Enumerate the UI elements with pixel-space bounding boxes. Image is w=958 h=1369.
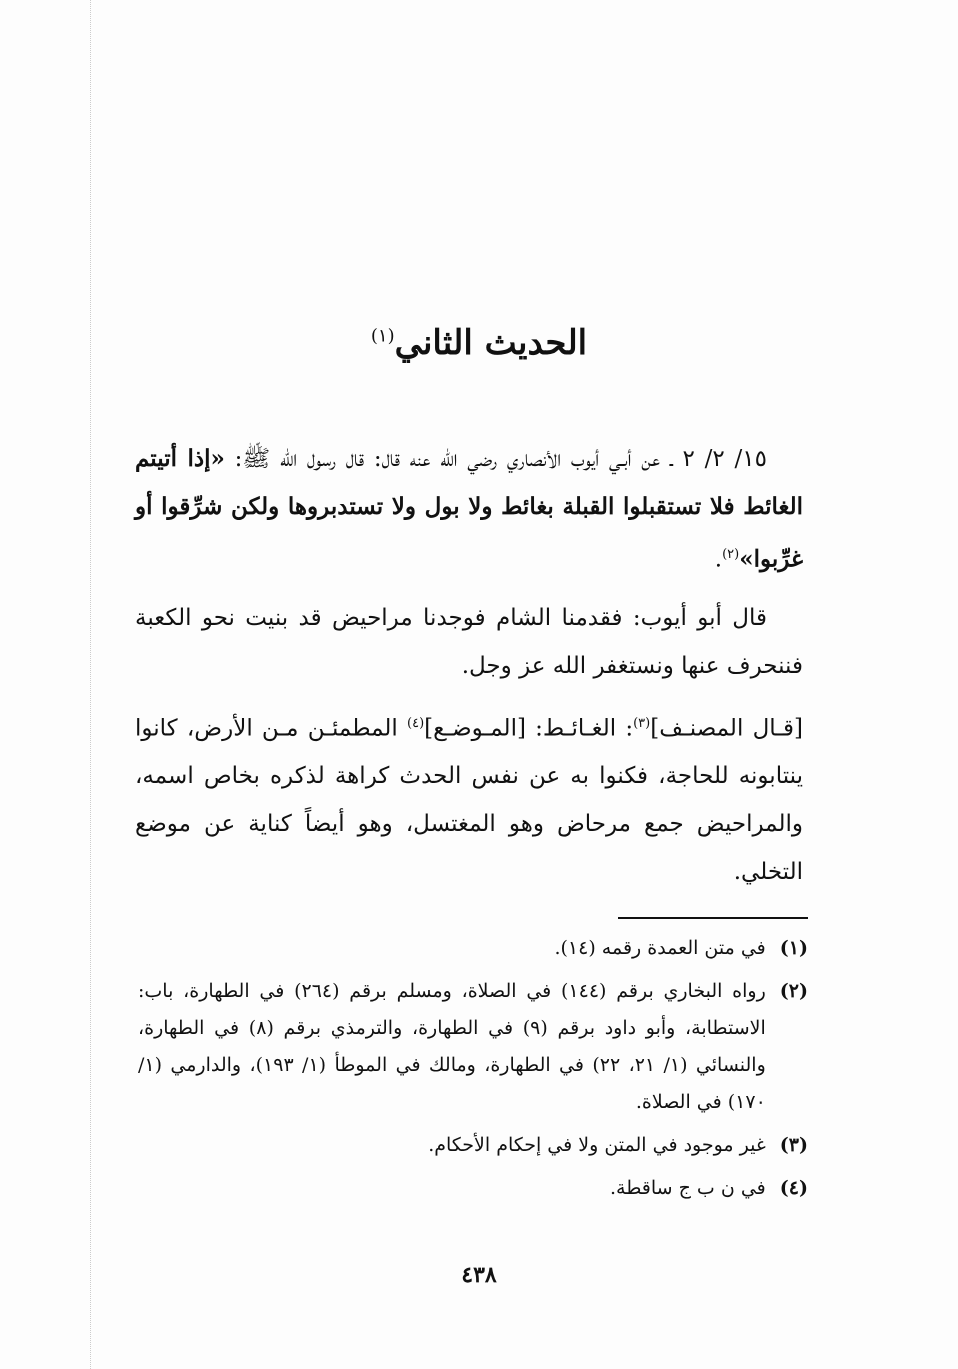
footnote-item — [138, 973, 808, 1121]
commentary-lead: [قـال المصنـف] — [650, 715, 803, 742]
footnote-number: (٢) — [779, 980, 808, 1002]
footnote-item — [138, 1127, 808, 1164]
footnote-divider — [618, 917, 808, 919]
hadith-note-ref: (٢) — [722, 547, 740, 562]
hadith-intro: ١٥/ ٢/ ٢ ـ عن أبـي أيوب الأنصاري رضي الله عنه قال: قال رسول الله ﷺ: — [224, 446, 768, 472]
hadith-paragraph — [135, 435, 803, 584]
narration-paragraph: قال أبو أيوب: فقدمنا الشام فوجدنا مراحيض قد بنيت نحو الكعبة فننحرف عنها ونستغفر الله عز وجل. — [135, 604, 803, 679]
section-title — [0, 323, 958, 363]
footnote-item — [138, 930, 808, 967]
footnote-text: غير موجود في المتن ولا في إحكام الأحكام. — [428, 1134, 766, 1156]
section-title-note-ref: (١) — [370, 325, 395, 347]
commentary-note-ref-4: (٤) — [407, 715, 425, 731]
hadith-end: . — [714, 546, 723, 573]
footnote-item — [138, 1170, 808, 1207]
commentary-term: : الغـائـط: [المـوضـع] — [424, 715, 634, 742]
footnotes — [138, 930, 808, 1213]
footnote-text: في متن العمدة رقمه (١٤). — [554, 937, 766, 959]
footnote-number: (٤) — [779, 1177, 808, 1199]
commentary-body: المطمئـن مـن الأرض، كانوا ينتابونه للحاجة، فكنوا به عن نفس الحدث كراهة لذكره بخاص اسمه، والمراحيض جمع مرحاض وهو المغتسل، وهو أيضاً كناية عن موضع التخلي. — [135, 715, 803, 886]
footnote-number: (٣) — [779, 1134, 808, 1156]
commentary-note-ref-3: (٣) — [633, 715, 651, 731]
footnote-text: في ن ب ج ساقطة. — [609, 1177, 766, 1199]
hadith-quote: «إذا أتيتم الغائط فلا تستقبلوا القبلة بغائط ولا بول ولا تستدبروها ولكن شرِّقوا أو غرِّبوا» — [135, 445, 803, 573]
section-title-text: الحديث الثاني — [394, 322, 588, 363]
footnote-text: رواه البخاري برقم (١٤٤) في الصلاة، ومسلم برقم (٢٦٤) في الطهارة، باب: الاستطابة، وأبو داود برقم (٩) في الطهارة، والترمذي برقم (٨) في الطهارة، والنسائي (١/ ٢١، ٢٢) في الطهارة، ومالك في الموطأ (١/ ١٩٣)، والدارمي (١/ ١٧٠) في الصلاة. — [138, 980, 766, 1113]
commentary-paragraph — [135, 700, 803, 897]
page-number: ٤٣٨ — [461, 1262, 497, 1288]
margin-line — [90, 0, 91, 1369]
footnote-number: (١) — [779, 937, 808, 959]
main-text — [135, 435, 803, 906]
